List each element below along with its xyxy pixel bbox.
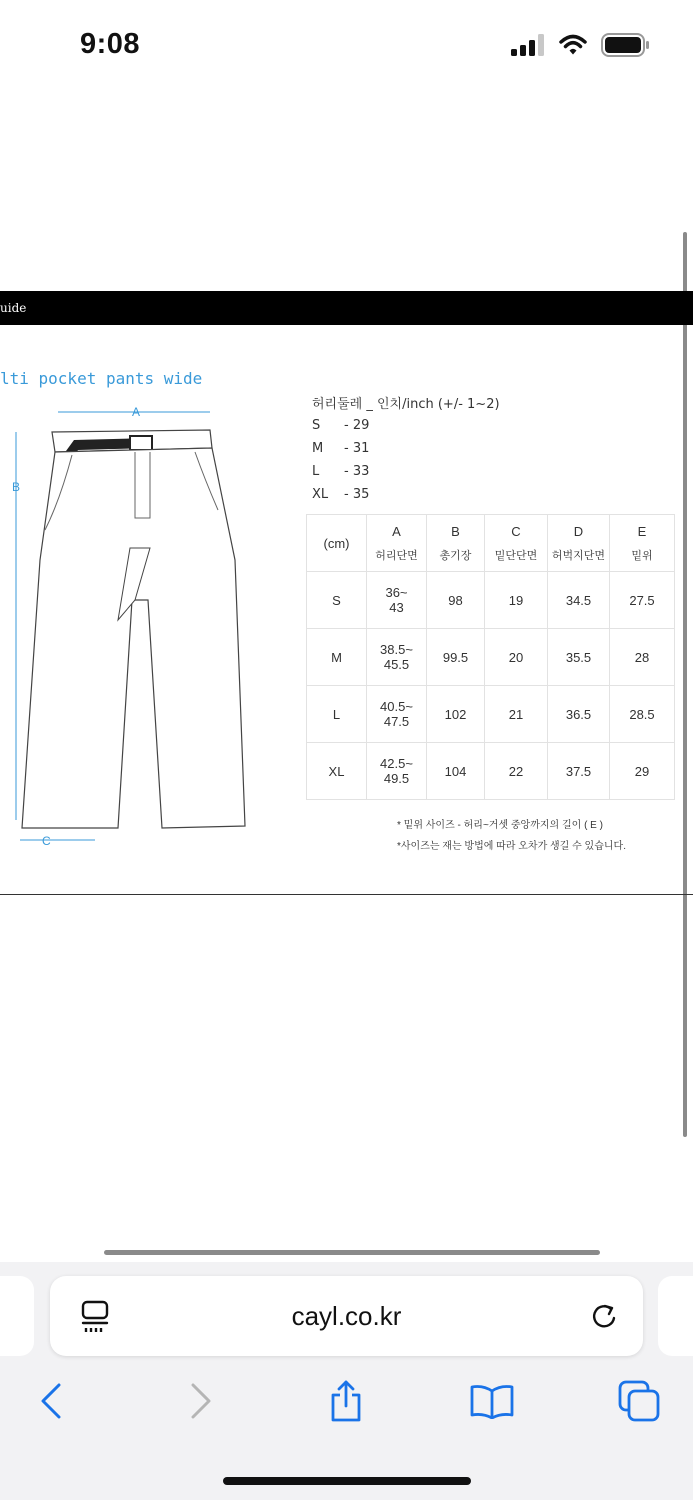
waist-row <box>312 441 500 464</box>
size-notes <box>397 815 626 857</box>
thigh-cell: 37.5 <box>548 743 610 800</box>
table-row <box>307 629 675 686</box>
thigh-cell: 36.5 <box>548 686 610 743</box>
rise-cell: 28 <box>610 629 675 686</box>
section-header-bar <box>0 291 693 325</box>
previous-tab-peek[interactable] <box>0 1276 34 1356</box>
waist-value: - 35 <box>344 487 370 502</box>
table-row <box>307 686 675 743</box>
table-row <box>307 743 675 800</box>
column-header: E 밑위 <box>610 515 675 572</box>
hem-cell: 22 <box>485 743 548 800</box>
length-cell: 99.5 <box>427 629 485 686</box>
hem-cell: 20 <box>485 629 548 686</box>
rise-cell: 29 <box>610 743 675 800</box>
cellular-signal-icon <box>511 34 545 56</box>
vertical-scrollbar[interactable] <box>683 232 687 1137</box>
table-header-row <box>307 515 675 572</box>
horizontal-scrollbar[interactable] <box>104 1250 600 1255</box>
waist-size: S <box>312 418 321 433</box>
waist-info <box>312 393 500 510</box>
home-indicator[interactable] <box>223 1477 471 1485</box>
waist-row <box>312 487 500 510</box>
waist-range-cell: 36~ 43 <box>367 572 427 629</box>
wifi-icon <box>559 34 587 56</box>
column-header: B 총기장 <box>427 515 485 572</box>
note-line: *사이즈는 재는 방법에 따라 오차가 생길 수 있습니다. <box>397 841 626 852</box>
battery-icon <box>601 33 649 57</box>
waist-size: XL <box>312 487 329 502</box>
waist-value: - 29 <box>344 418 370 433</box>
thigh-cell: 35.5 <box>548 629 610 686</box>
address-bar[interactable] <box>50 1276 643 1356</box>
status-time: 9:08 <box>80 28 141 60</box>
reload-icon[interactable] <box>589 1300 619 1332</box>
table-row <box>307 572 675 629</box>
back-button[interactable] <box>28 1378 74 1424</box>
waist-range-cell: 42.5~ 49.5 <box>367 743 427 800</box>
share-button[interactable] <box>323 1378 369 1424</box>
forward-chevron-icon[interactable] <box>190 1383 212 1419</box>
unit-cell: (cm) <box>307 515 367 572</box>
size-cell: M <box>307 629 367 686</box>
tabs-button[interactable] <box>616 1378 662 1424</box>
waist-row <box>312 418 500 441</box>
waist-row <box>312 464 500 487</box>
length-cell: 104 <box>427 743 485 800</box>
size-cell: S <box>307 572 367 629</box>
pants-diagram <box>0 395 300 855</box>
url-text[interactable]: cayl.co.kr <box>291 1301 402 1331</box>
size-cell: XL <box>307 743 367 800</box>
waist-value: - 33 <box>344 464 370 479</box>
waist-size: M <box>312 441 324 456</box>
hem-cell: 21 <box>485 686 548 743</box>
next-tab-peek[interactable] <box>658 1276 693 1356</box>
size-cell: L <box>307 686 367 743</box>
tabs-icon[interactable] <box>617 1379 661 1423</box>
rise-cell: 28.5 <box>610 686 675 743</box>
thigh-cell: 34.5 <box>548 572 610 629</box>
hem-cell: 19 <box>485 572 548 629</box>
back-chevron-icon[interactable] <box>40 1383 62 1419</box>
column-header: C 밑단단면 <box>485 515 548 572</box>
column-header: D 허벅지단면 <box>548 515 610 572</box>
waist-value: - 31 <box>344 441 370 456</box>
length-cell: 98 <box>427 572 485 629</box>
bookmarks-icon[interactable] <box>469 1383 515 1419</box>
share-icon[interactable] <box>328 1379 364 1423</box>
status-icons <box>511 32 649 58</box>
rise-cell: 27.5 <box>610 572 675 629</box>
waist-range-cell: 40.5~ 47.5 <box>367 686 427 743</box>
label-a: A <box>132 405 141 419</box>
waist-title: 허리둘레 _ 인치/inch (+/- 1~2) <box>312 397 500 412</box>
waist-size: L <box>312 464 320 479</box>
bookmarks-button[interactable] <box>469 1378 515 1424</box>
column-header: A 허리단면 <box>367 515 427 572</box>
note-line: * 밑위 사이즈 - 허리~거셋 중앙까지의 길이 ( E ) <box>397 820 603 831</box>
section-divider <box>0 894 693 895</box>
label-c: C <box>42 834 51 848</box>
length-cell: 102 <box>427 686 485 743</box>
forward-button[interactable] <box>178 1378 224 1424</box>
waist-range-cell: 38.5~ 45.5 <box>367 629 427 686</box>
section-header-text: uide <box>0 301 27 315</box>
size-table <box>306 514 675 800</box>
label-b: B <box>12 480 21 494</box>
product-title: lti pocket pants wide <box>0 369 203 388</box>
